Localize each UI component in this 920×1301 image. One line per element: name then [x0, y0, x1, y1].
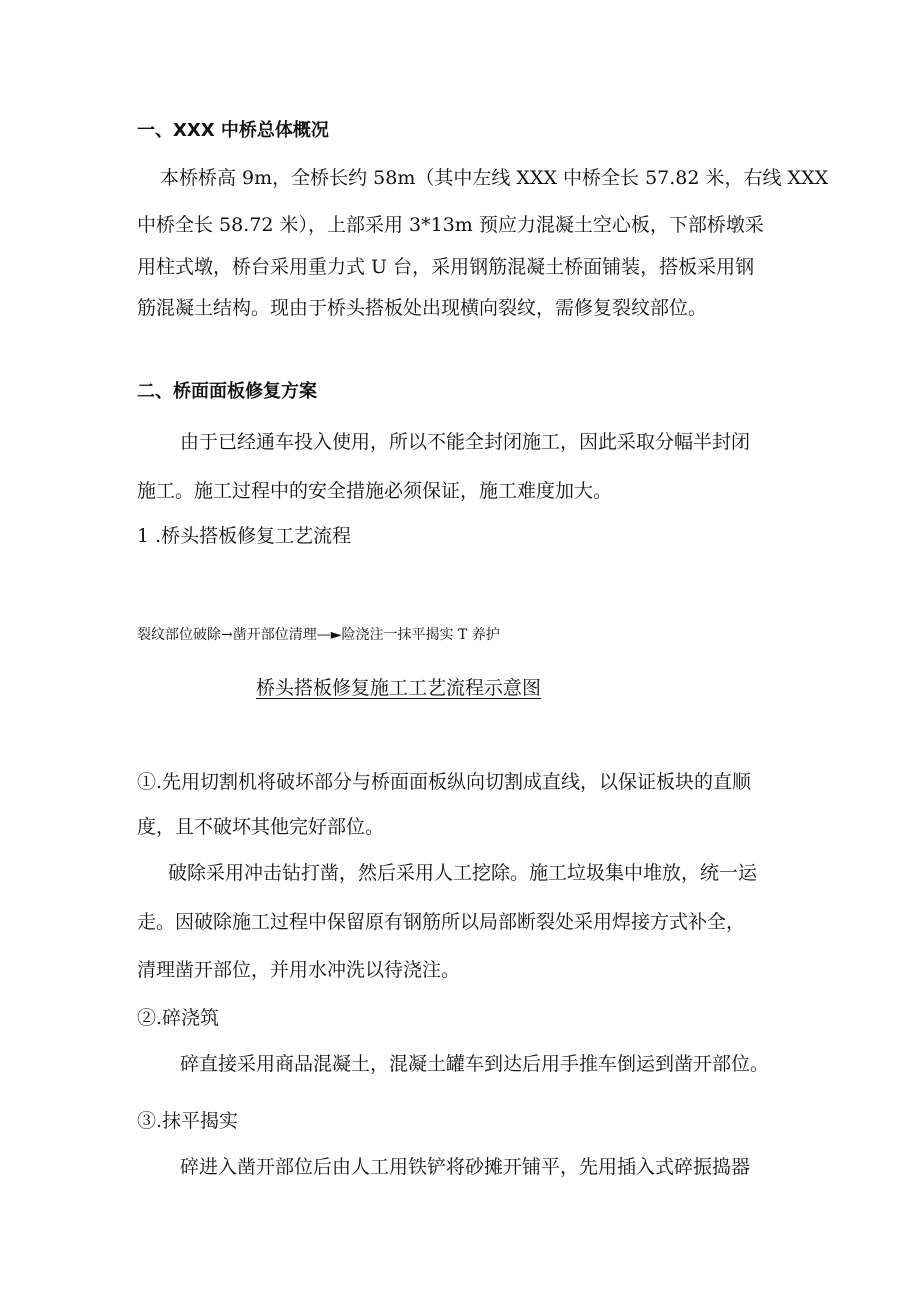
section1-line-2: 中桥全长 58.72 米），上部采用 3*13m 预应力混凝土空心板，下部桥墩采: [137, 214, 764, 236]
process-subheading: 1 .桥头搭板修复工艺流程: [137, 525, 352, 547]
section1-heading: 一、XXX 中桥总体概况: [137, 120, 329, 141]
step1-line-4: 走。因破除施工过程中保留原有钢筋所以局部断裂处采用焊接方式补全，: [137, 911, 746, 933]
section2-intro-line-2: 施工。施工过程中的安全措施必须保证，施工难度加大。: [137, 480, 613, 502]
step1-line-3: 破除采用冲击钻打凿，然后采用人工挖除。施工垃圾集中堆放，统一运: [168, 862, 758, 884]
section1-line-3: 用柱式墩，桥台采用重力式 U 台，采用钢筋混凝土桥面铺装，搭板采用钢: [137, 256, 755, 278]
figure-caption: 桥头搭板修复施工工艺流程示意图: [256, 677, 542, 699]
step1-line-2: 度，且不破坏其他完好部位。: [137, 816, 385, 838]
section1-line-4: 筋混凝土结构。现由于桥头搭板处出现横向裂纹，需修复裂纹部位。: [137, 297, 708, 319]
step1-line-1: ①.先用切割机将破坏部分与桥面面板纵向切割成直线，以保证板块的直顺: [137, 771, 752, 793]
step2-heading: ②.碎浇筑: [137, 1007, 220, 1029]
section1-line-1: 本桥桥高 9m，全桥长约 58m（其中左线 XXX 中桥全长 57.82 米，右线 XXX: [160, 167, 829, 189]
step3-heading: ③.抹平揭实: [137, 1110, 239, 1132]
step1-line-5: 清理凿开部位，并用水冲洗以待浇注。: [137, 959, 461, 981]
step2-line: 碎直接采用商品混凝土，混凝土罐车到达后用手推车倒运到凿开部位。: [180, 1053, 770, 1075]
section2-heading: 二、桥面面板修复方案: [137, 381, 317, 402]
section2-intro-line-1: 由于已经通车投入使用，所以不能全封闭施工，因此采取分幅半封闭: [180, 431, 751, 453]
step3-line: 碎进入凿开部位后由人工用铁铲将砂摊开铺平，先用插入式碎振捣器: [180, 1156, 751, 1178]
process-flow: 裂纹部位破除→凿开部位清理—►险浇注一抹平揭实 T 养护: [137, 627, 500, 643]
